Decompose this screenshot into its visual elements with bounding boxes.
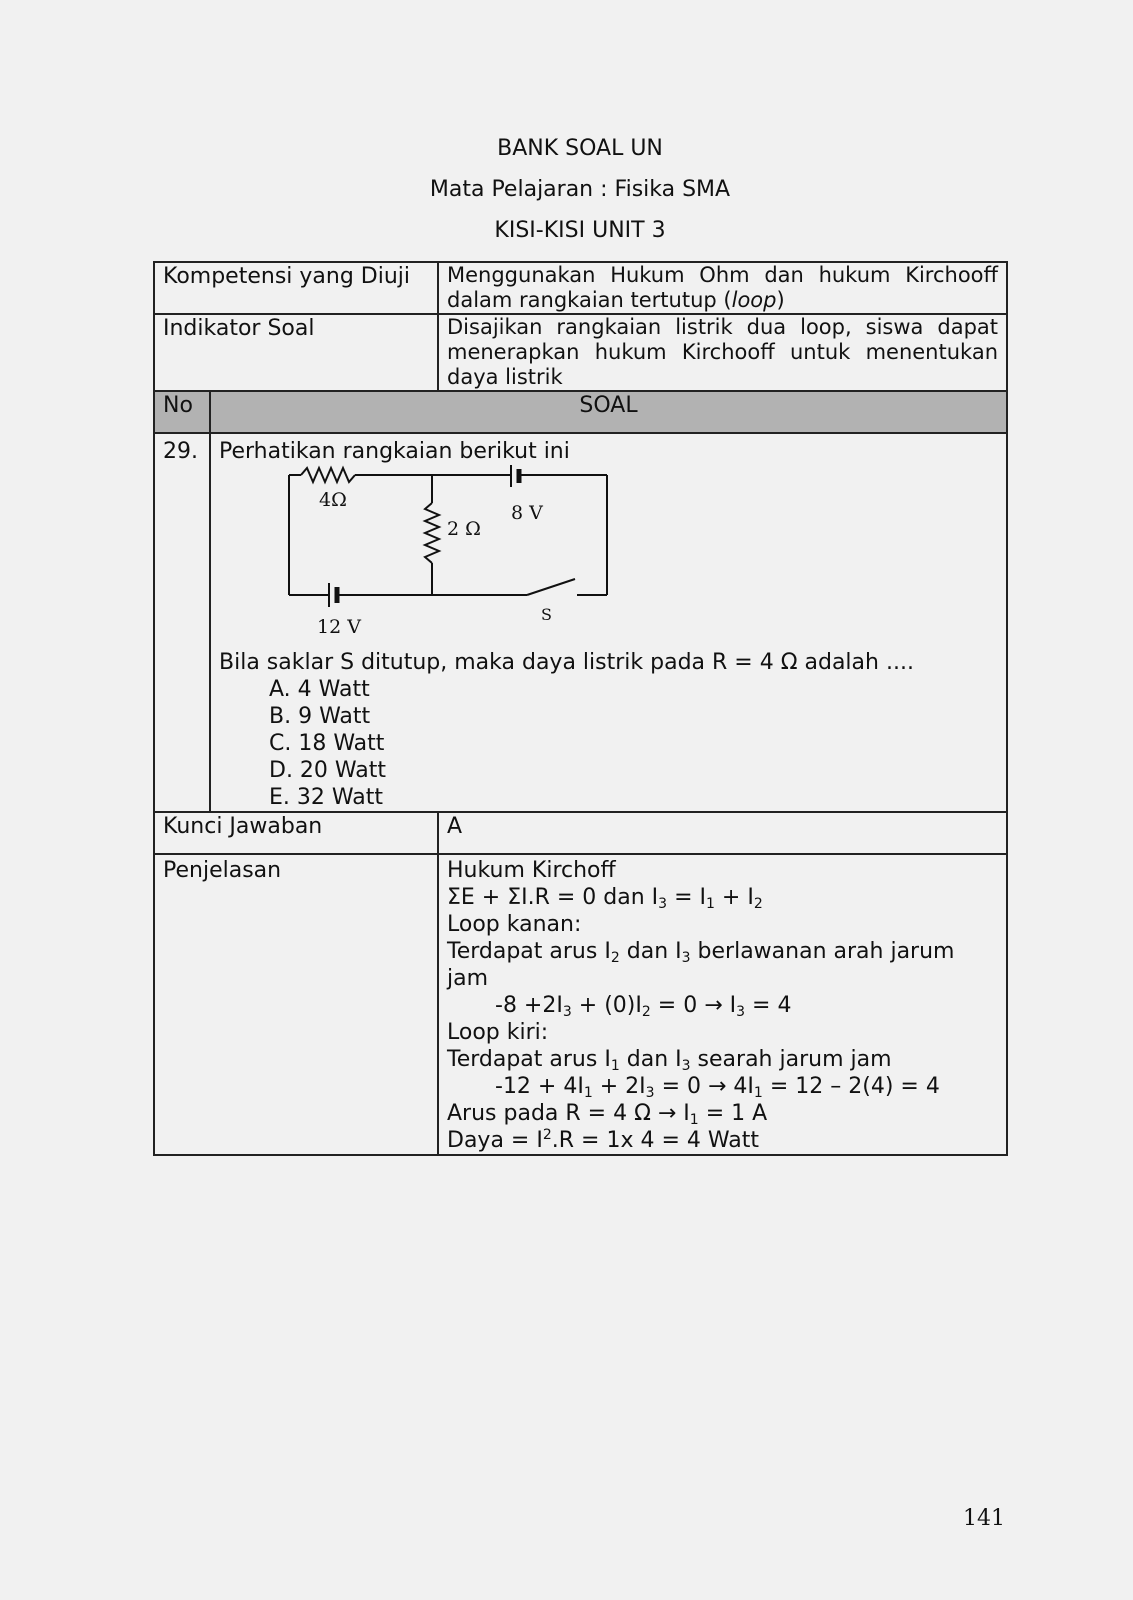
exp-loop-kiri: Loop kiri: [447, 1020, 549, 1045]
kompetensi-row [154, 262, 1007, 314]
exp-arus: Arus pada R = 4 $\Omega \to I_1 = 1$ A [447, 1101, 768, 1128]
doc-unit: KISI-KISI UNIT 3 [494, 218, 666, 243]
exp-kiri-desc: Terdapat arus $I_1$ dan $I_3$ searah jarum jam [447, 1047, 892, 1074]
option-c: C. 18 Watt [269, 731, 385, 756]
label-switch: S [541, 605, 552, 624]
resistor-2ohm [425, 503, 439, 563]
question-row [154, 433, 1007, 812]
no-header: No [154, 391, 210, 433]
kompetensi-text-italic: loop [731, 288, 777, 312]
question-intro: Perhatikan rangkaian berikut ini [219, 439, 570, 464]
label-12v: 12 V [317, 616, 361, 638]
penjelasan-body [438, 854, 1007, 1155]
doc-subject: Mata Pelajaran : Fisika SMA [429, 177, 731, 202]
kompetensi-label: Kompetensi yang Diuji [154, 262, 438, 314]
kunci-value: A [438, 812, 1007, 854]
resistor-4ohm [301, 468, 355, 482]
indikator-row [154, 314, 1007, 391]
kompetensi-text-main: Menggunakan Hukum Ohm dan hukum Kirchooff dalam rangkaian tertutup ( [447, 263, 998, 312]
penjelasan-label: Penjelasan [154, 854, 438, 1155]
exp-title: Hukum Kirchoff [447, 858, 616, 883]
switch-s [527, 579, 575, 595]
option-b: B. 9 Watt [269, 704, 371, 729]
exp-loop-kanan: Loop kanan: [447, 912, 582, 937]
soal-header-row [154, 391, 1007, 433]
page-number: 141 [963, 1506, 1005, 1531]
exp-kanan-desc: Terdapat arus $I_2$ dan $I_3$ berlawanan arah jarum jam [447, 939, 955, 991]
label-8v: 8 V [511, 502, 543, 524]
option-a: A. 4 Watt [269, 677, 370, 702]
doc-title: BANK SOAL UN [497, 136, 663, 161]
penjelasan-row [154, 854, 1007, 1155]
kompetensi-text-end: ) [776, 288, 785, 312]
kunci-row [154, 812, 1007, 854]
kunci-label: Kunci Jawaban [154, 812, 438, 854]
exp-kanan-eq: $-8 +2I_3 + (0)I_2 = 0 \to I_3 = 4$ [495, 993, 792, 1020]
exp-eq1: ΣE + ΣI.R = 0 dan $I_3 = I_1 + I_2$ [447, 885, 763, 912]
soal-header: SOAL [210, 391, 1007, 433]
exp-kiri-eq: $-12 + 4I_1 + 2I_3 = 0 \to 4I_1 = 12 - 2(4) = 4$ [495, 1074, 940, 1101]
option-e: E. 32 Watt [269, 785, 383, 810]
label-2ohm: 2 Ω [447, 518, 481, 540]
option-d: D. 20 Watt [269, 758, 386, 783]
exp-daya: Daya = $I^2.R = 1x$ 4 = 4 Watt [447, 1127, 759, 1153]
question-cell [210, 433, 1007, 812]
kompetensi-text [438, 262, 1007, 314]
question-table [153, 261, 1008, 1156]
indikator-text: Disajikan rangkaian listrik dua loop, siswa dapat menerapkan hukum Kirchooff untuk menentukan daya listrik [438, 314, 1007, 391]
question-text: Bila saklar S ditutup, maka daya listrik pada R = 4 Ω adalah .... [219, 650, 914, 675]
circuit-diagram [279, 465, 699, 649]
label-4ohm: 4Ω [319, 489, 347, 511]
indikator-label: Indikator Soal [154, 314, 438, 391]
question-number: 29. [154, 433, 210, 812]
